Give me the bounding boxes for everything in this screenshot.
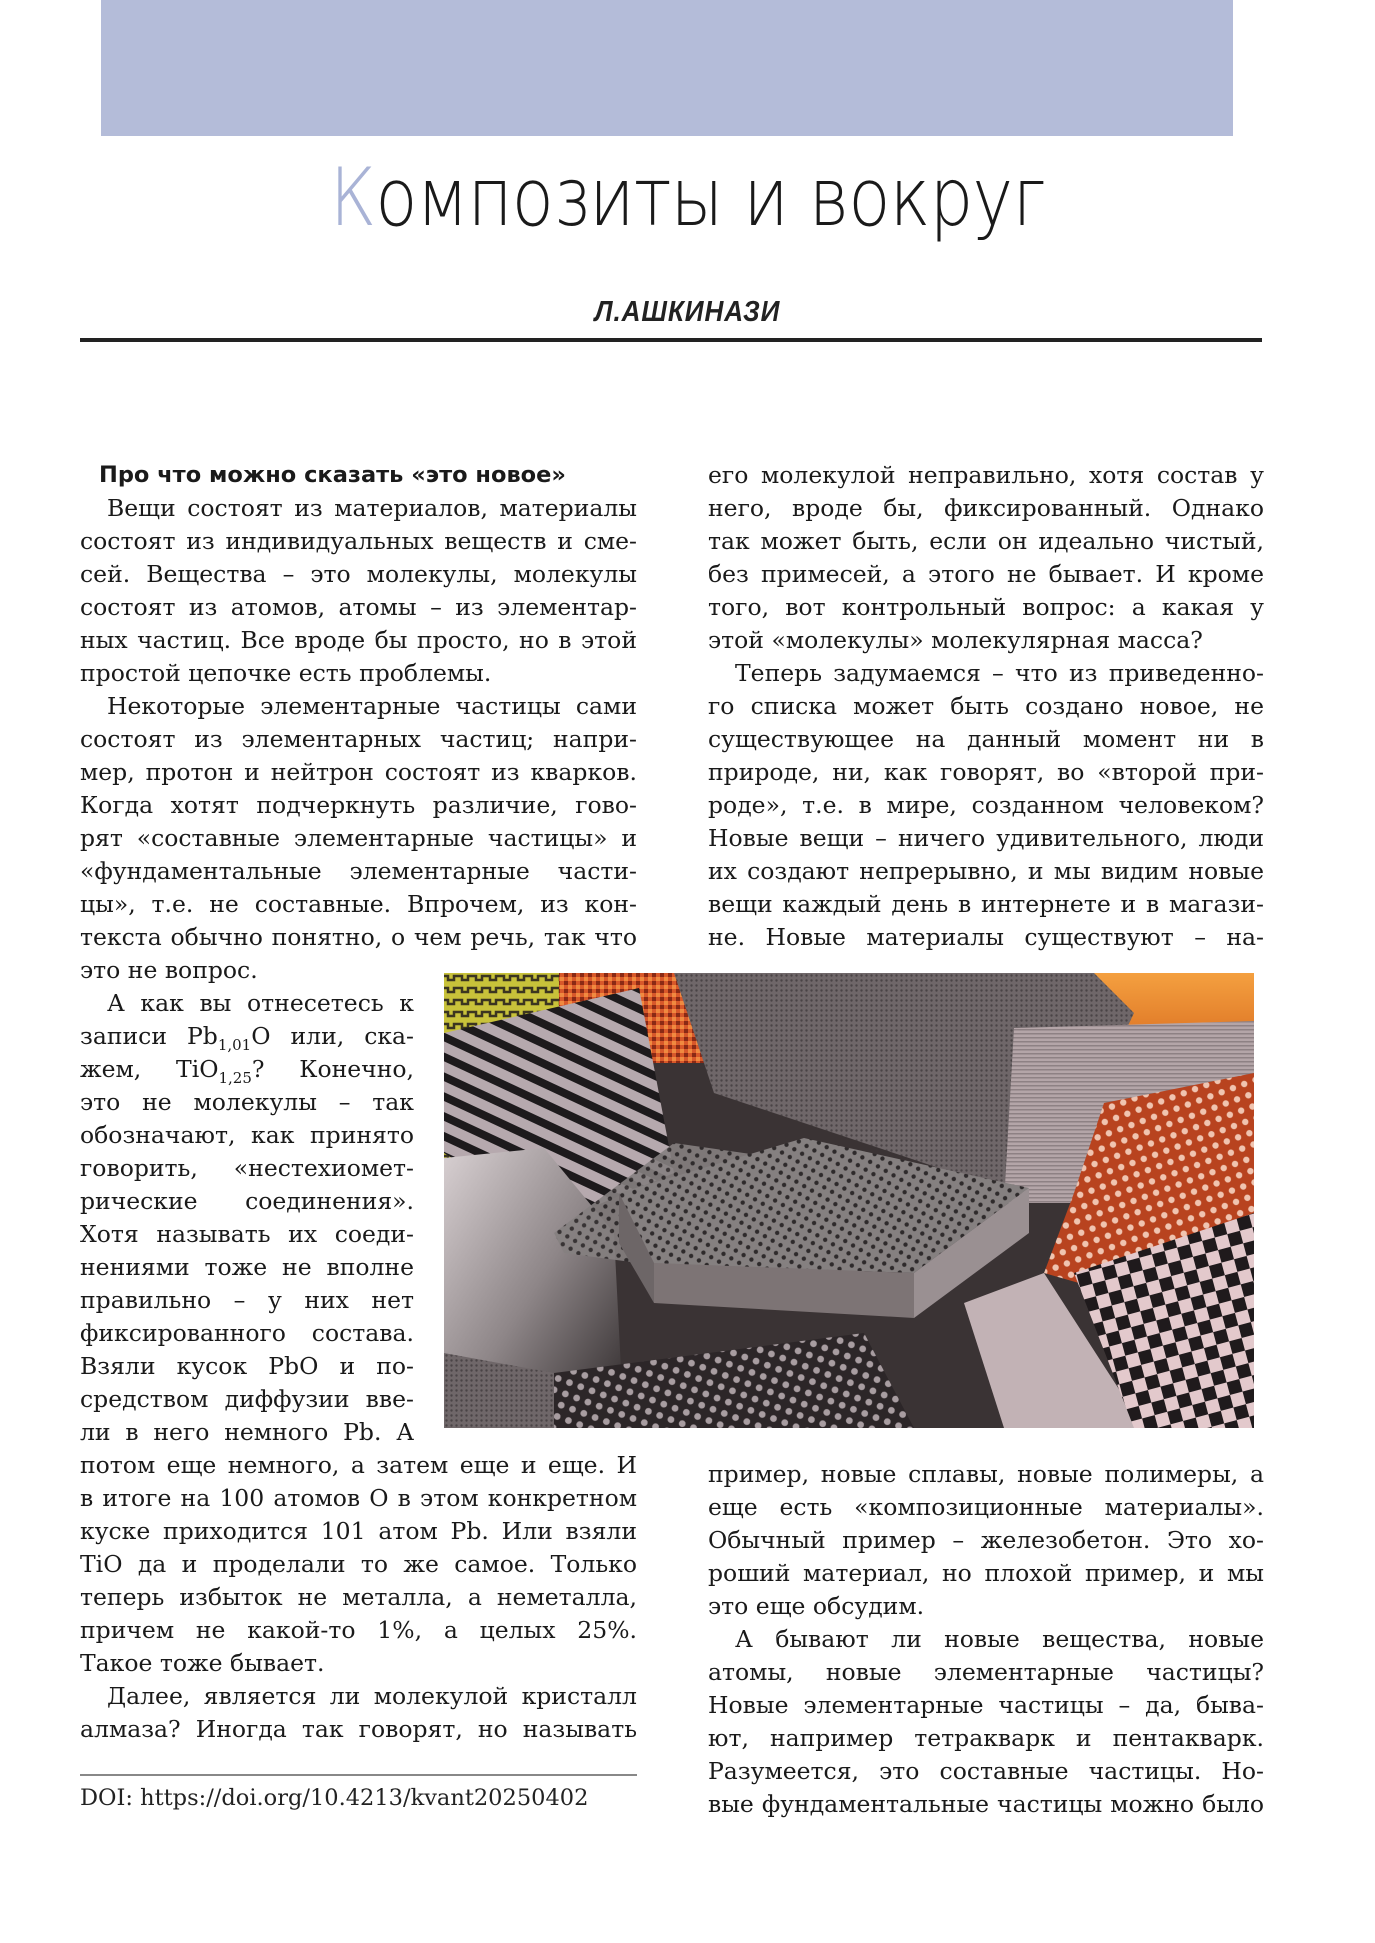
text-line: Когда хотят подчеркнуть различие, гово- xyxy=(80,791,637,819)
text-line: простой цепочке есть проблемы. xyxy=(80,659,492,687)
text-line: сей. Вещества – это молекулы, молекулы xyxy=(80,560,637,588)
text-line: состоят из индивидуальных веществ и сме- xyxy=(80,527,637,555)
text-line: того, вот контрольный вопрос: а какая у xyxy=(708,593,1264,621)
text-line: нениями тоже не вполне xyxy=(80,1253,414,1281)
text-line: Вещи состоят из материалов, материалы xyxy=(107,494,637,522)
text-line: ли в него немного Pb. А xyxy=(80,1418,414,1446)
text-line: вещи каждый день в интернете и в магази- xyxy=(708,890,1264,918)
narrow-paragraph xyxy=(80,987,414,1449)
text-line: Хотя называть их соеди- xyxy=(80,1220,414,1248)
text-line: го списка может быть создано новое, не xyxy=(708,692,1264,720)
text-line: цы», т.е. не составные. Впрочем, из кон- xyxy=(80,890,637,918)
text-line: еще есть «композиционные материалы». xyxy=(708,1493,1264,1521)
text-line: TiO да и проделали то же самое. Только xyxy=(80,1550,637,1578)
text-line: так может быть, если он идеально чистый, xyxy=(708,527,1264,555)
subscript: 1,01 xyxy=(217,1036,252,1054)
text-line: теперь избыток не металла, а неметалла, xyxy=(80,1583,637,1611)
text-line: не. Новые материалы существуют – на- xyxy=(708,923,1264,951)
formula-tio: жем, TiO xyxy=(80,1055,219,1083)
subscript: 1,25 xyxy=(218,1069,252,1087)
text-line: без примесей, а этого не бывает. И кроме xyxy=(708,560,1264,588)
text-line: А бывают ли новые вещества, новые xyxy=(735,1625,1264,1653)
text-line: состоят из элементарных частиц; напри- xyxy=(80,725,637,753)
text-line: Разумеется, это составные частицы. Но- xyxy=(708,1757,1264,1785)
article-title xyxy=(96,148,1279,248)
composite-materials-photo xyxy=(444,973,1254,1428)
text-line: его молекулой неправильно, хотя состав у xyxy=(708,461,1264,489)
text-line xyxy=(80,1020,414,1053)
text-line: состоят из атомов, атомы – из элементар- xyxy=(80,593,637,621)
text-line: Новые вещи – ничего удивительного, люди xyxy=(708,824,1264,852)
text-line: «фундаментальные элементарные части- xyxy=(80,857,637,885)
text-line: вые фундаментальные частицы можно было xyxy=(708,1790,1264,1818)
header-band xyxy=(101,0,1233,136)
text-line: Теперь задумаемся – что из приведенно- xyxy=(735,659,1264,687)
footnote-rule xyxy=(80,1774,637,1776)
text-line: рят «составные элементарные частицы» и xyxy=(80,824,637,852)
text-line: пример, новые сплавы, новые полимеры, а xyxy=(708,1460,1264,1488)
text-line: существующее на данный момент ни в xyxy=(708,725,1264,753)
text-line: А как вы отнесетесь к xyxy=(107,989,414,1017)
text-line: мер, протон и нейтрон состоят из кварков. xyxy=(80,758,637,786)
text-line: потом еще немного, а затем еще и еще. И xyxy=(80,1451,637,1479)
text-line: алмаза? Иногда так говорят, но называть xyxy=(80,1715,637,1743)
text-line: текста обычно понятно, о чем речь, так что xyxy=(80,923,637,951)
text-line: Обычный пример – железобетон. Это хо- xyxy=(708,1526,1264,1554)
right-column-top xyxy=(708,459,1264,954)
text-line: атомы, новые элементарные частицы? xyxy=(708,1658,1264,1686)
header-rule xyxy=(80,338,1262,342)
text-line: Новые элементарные частицы – да, быва- xyxy=(708,1691,1264,1719)
formula-pb: записи Pb xyxy=(80,1022,218,1050)
text-line: правильно – у них нет xyxy=(80,1286,414,1314)
section-heading: Про что можно сказать «это новое» xyxy=(99,462,566,488)
right-column-bottom xyxy=(708,1458,1264,1821)
text-line: роде», т.е. в мире, созданном человеком? xyxy=(708,791,1264,819)
text-line: средством диффузии вве- xyxy=(80,1385,414,1413)
text-line: этой «молекулы» молекулярная масса? xyxy=(708,626,1203,654)
text-line: в итоге на 100 атомов O в этом конкретном xyxy=(80,1484,637,1512)
text-line: обозначают, как принято xyxy=(80,1121,414,1149)
text-line: это еще обсудим. xyxy=(708,1592,925,1620)
text-line: ных частиц. Все вроде бы просто, но в этой xyxy=(80,626,637,654)
title-initial: К xyxy=(329,151,376,244)
title-rest: омпозиты и вокруг xyxy=(375,151,1046,244)
text-line: ют, например тетракварк и пентакварк. xyxy=(708,1724,1264,1752)
text-line: Такое тоже бывает. xyxy=(80,1649,325,1677)
text-line: природе, ни, как говорят, во «второй при- xyxy=(708,758,1264,786)
text-line: рические соединения». xyxy=(80,1187,414,1215)
text-line: это не молекулы – так xyxy=(80,1088,414,1116)
text-line: говорить, «нестехиомет- xyxy=(80,1154,414,1182)
text-line: Взяли кусок PbO и по- xyxy=(80,1352,414,1380)
text-fragment: ? Конечно, xyxy=(251,1055,414,1083)
text-line xyxy=(80,1053,414,1086)
author-name: Л.АШКИНАЗИ xyxy=(594,296,781,328)
text-fragment: O или, ска- xyxy=(251,1022,414,1050)
text-line: их создают непрерывно, и мы видим новые xyxy=(708,857,1264,885)
text-line: причем не какой-то 1%, а целых 25%. xyxy=(80,1616,637,1644)
text-line: куске приходится 101 атом Pb. Или взяли xyxy=(80,1517,637,1545)
text-line: него, вроде бы, фиксированный. Однако xyxy=(708,494,1264,522)
doi-link[interactable]: DOI: https://doi.org/10.4213/kvant20250402 xyxy=(80,1785,589,1811)
text-line: фиксированного состава. xyxy=(80,1319,414,1347)
text-line: роший материал, но плохой пример, и мы xyxy=(708,1559,1264,1587)
text-line: это не вопрос. xyxy=(80,956,258,984)
text-line: Далее, является ли молекулой кристалл xyxy=(107,1682,637,1710)
text-line: Некоторые элементарные частицы сами xyxy=(107,692,637,720)
